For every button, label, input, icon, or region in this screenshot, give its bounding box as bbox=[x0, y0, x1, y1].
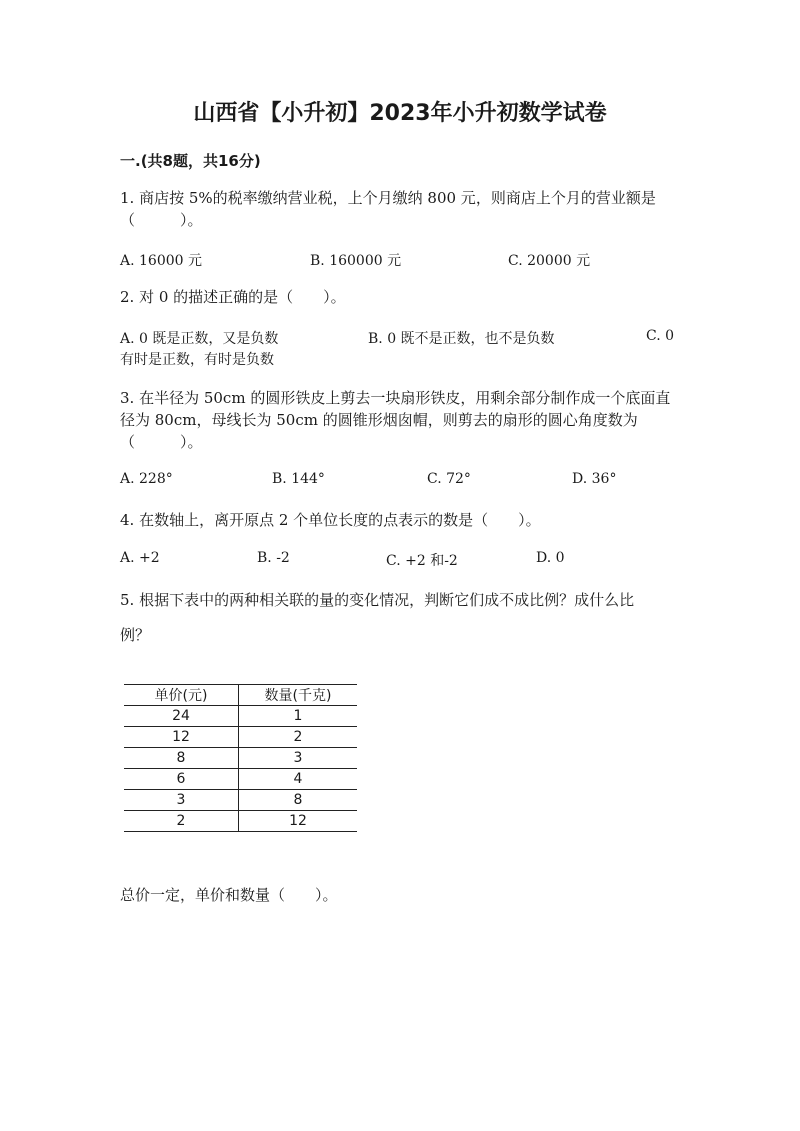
question-1-text: 1. 商店按 5%的税率缴纳营业税，上个月缴纳 800 元，则商店上个月的营业额是（ ）。 bbox=[120, 189, 656, 229]
q4-option-d: D. 0 bbox=[536, 550, 565, 566]
table-row bbox=[124, 790, 357, 811]
cell-unit-price: 12 bbox=[124, 727, 239, 748]
cell-unit-price: 24 bbox=[124, 706, 239, 727]
q2-option-a: A. 0 既是正数，又是负数 bbox=[120, 331, 279, 347]
question-4-text: 4. 在数轴上，离开原点 2 个单位长度的点表示的数是（ ）。 bbox=[120, 511, 541, 529]
q1-option-c: C. 20000 元 bbox=[508, 253, 591, 269]
cell-quantity: 8 bbox=[239, 790, 358, 811]
page-title: 山西省【小升初】2023年小升初数学试卷 bbox=[193, 101, 607, 126]
table-row bbox=[124, 727, 357, 748]
q3-option-d: D. 36° bbox=[572, 471, 617, 487]
q2-option-b: B. 0 既不是正数，也不是负数 bbox=[368, 331, 555, 347]
cell-quantity: 12 bbox=[239, 811, 358, 832]
q4-option-a: A. +2 bbox=[120, 550, 160, 566]
q2-option-c-continued: 有时是正数，有时是负数 bbox=[120, 352, 274, 368]
q4-option-b: B. -2 bbox=[257, 550, 290, 566]
q1-option-b: B. 160000 元 bbox=[310, 253, 402, 269]
cell-unit-price: 6 bbox=[124, 769, 239, 790]
cell-quantity: 3 bbox=[239, 748, 358, 769]
q3-option-c: C. 72° bbox=[427, 471, 471, 487]
table-row bbox=[124, 769, 357, 790]
q3-option-b: B. 144° bbox=[272, 471, 325, 487]
question-5-text: 5. 根据下表中的两种相关联的量的变化情况，判断它们成不成比例？成什么比 bbox=[120, 591, 635, 609]
cell-unit-price: 3 bbox=[124, 790, 239, 811]
cell-quantity: 2 bbox=[239, 727, 358, 748]
q2-option-c: C. 0 bbox=[646, 328, 675, 344]
table-row bbox=[124, 811, 357, 832]
q4-option-c: C. +2 和-2 bbox=[386, 553, 458, 569]
cell-unit-price: 2 bbox=[124, 811, 239, 832]
question-2-text: 2. 对 0 的描述正确的是（ ）。 bbox=[120, 288, 346, 306]
column-header-quantity: 数量(千克) bbox=[239, 685, 358, 706]
table-header-row bbox=[124, 685, 357, 706]
cell-unit-price: 8 bbox=[124, 748, 239, 769]
q3-option-a: A. 228° bbox=[120, 471, 173, 487]
question-3-text: 3. 在半径为 50cm 的圆形铁皮上剪去一块扇形铁皮，用剩余部分制作成一个底面直径为 80cm，母线长为 50cm 的圆锥形烟囱帽，则剪去的扇形的圆心角度数为（ ）。 bbox=[120, 389, 671, 451]
q1-option-a: A. 16000 元 bbox=[120, 253, 202, 269]
question-5-followup: 总价一定，单价和数量（ ）。 bbox=[120, 886, 338, 904]
table-row bbox=[124, 706, 357, 727]
cell-quantity: 4 bbox=[239, 769, 358, 790]
question-5-text-cont: 例？ bbox=[120, 626, 151, 644]
section-heading: 一.(共8题，共16分) bbox=[120, 152, 261, 170]
price-quantity-table bbox=[124, 684, 357, 832]
table-row bbox=[124, 748, 357, 769]
column-header-unit-price: 单价(元) bbox=[124, 685, 239, 706]
cell-quantity: 1 bbox=[239, 706, 358, 727]
